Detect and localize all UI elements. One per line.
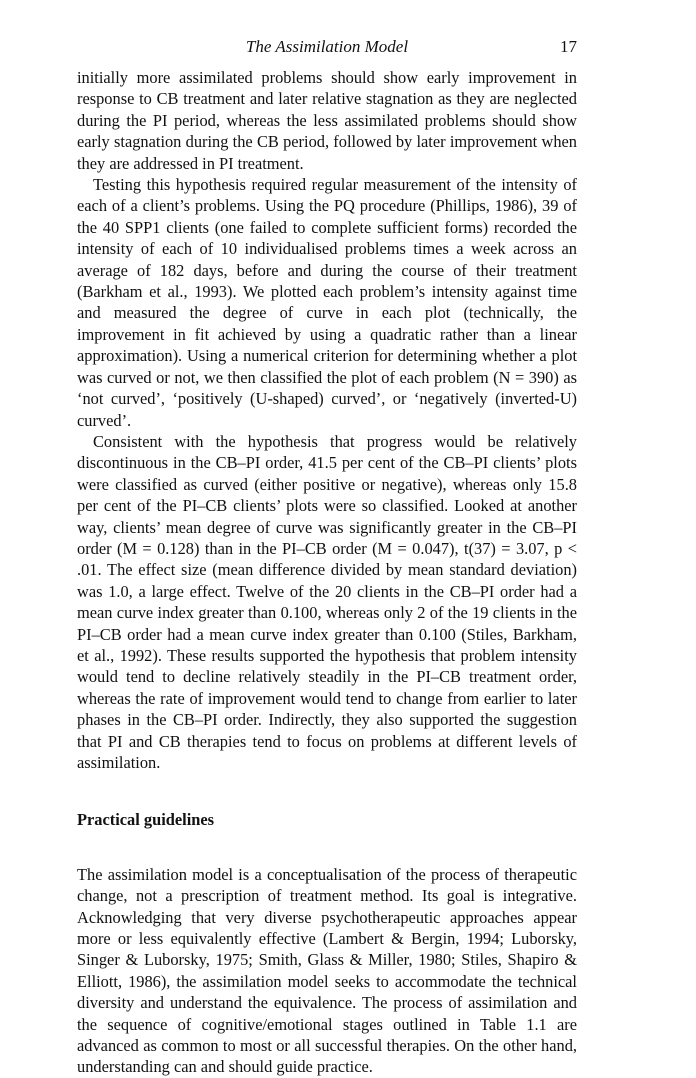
running-head bbox=[77, 36, 577, 58]
running-title: The Assimilation Model bbox=[245, 37, 409, 56]
paragraph-results: Consistent with the hypothesis that progress would be relatively discontinuous in the CB–PI order, 41.5 per cent of the CB–PI clients’ plots were classified as curved (either positive or negative), whereas only 15.8 per cent of the PI–CB clients’ plots were so classified. Looked at another way, clients’ mean degree of curve was significantly greater in the CB–PI order (M = 0.128) than in the PI–CB order (M = 0.047), t(37) = 3.07, p < .01. The effect size (mean difference divided by mean standard deviation) was 1.0, a large effect. Twelve of the 20 clients in the CB–PI order had a mean curve index greater than 0.100, whereas only 2 of the 19 clients in the PI–CB order had a mean curve index greater than 0.100 (Stiles, Barkham, et al., 1992). These results supported the hypothesis that problem intensity would tend to decline relatively steadily in the PI–CB treatment order, whereas the rate of improvement would tend to change from earlier to later phases in the CB–PI order. Indirectly, they also supported the suggestion that PI and CB therapies tend to focus on problems at different levels of assimilation. bbox=[77, 431, 577, 772]
paragraph-practical-guidelines: The assimilation model is a conceptualisation of the process of therapeutic change, not a prescription of treatment method. Its goal is integrative. Acknowledging that very diverse psychotherapeutic approaches appear more or less equivalently effective (Lambert & Bergin, 1994; Luborsky, Singer & Luborsky, 1975; Smith, Glass & Miller, 1980; Stiles, Shapiro & Elliott, 1986), the assimilation model seeks to accommodate the technical diversity and understand the equivalence. The process of assimilation and the sequence of cognitive/emotional stages outlined in Table 1.1 are advanced as common to most or all successful therapies. On the other hand, understanding can and should guide practice. bbox=[77, 864, 577, 1077]
paragraph-continued: initially more assimilated problems should show early improvement in response to CB treatment and later relative stagnation as they are neglected during the PI period, whereas the less assimilated problems should show early stagnation during the CB period, followed by later improvement when they are addressed in PI treatment. bbox=[77, 68, 577, 173]
section-heading: Practical guidelines bbox=[77, 810, 215, 830]
paragraph-testing-hypothesis: Testing this hypothesis required regular measurement of the intensity of each of a client’s problems. Using the PQ procedure (Phillips, 1986), 39 of the 40 SPP1 clients (one failed to complete sufficient forms) recorded the intensity of each of 10 individualised problems times a week across an average of 182 days, before and during the course of their treatment (Barkham et al., 1993). We plotted each problem’s intensity against time and measured the degree of curve in each plot (technically, the improvement in fit achieved by using a quadratic rather than a linear approximation). Using a numerical criterion for determining whether a plot was curved or not, we then classified the plot of each problem (N = 390) as ‘not curved’, ‘positively (U-shaped) curved’, or ‘negatively (inverted-U) curved’. bbox=[77, 175, 577, 430]
page-number: 17 bbox=[560, 37, 577, 56]
body-text bbox=[77, 67, 577, 1078]
